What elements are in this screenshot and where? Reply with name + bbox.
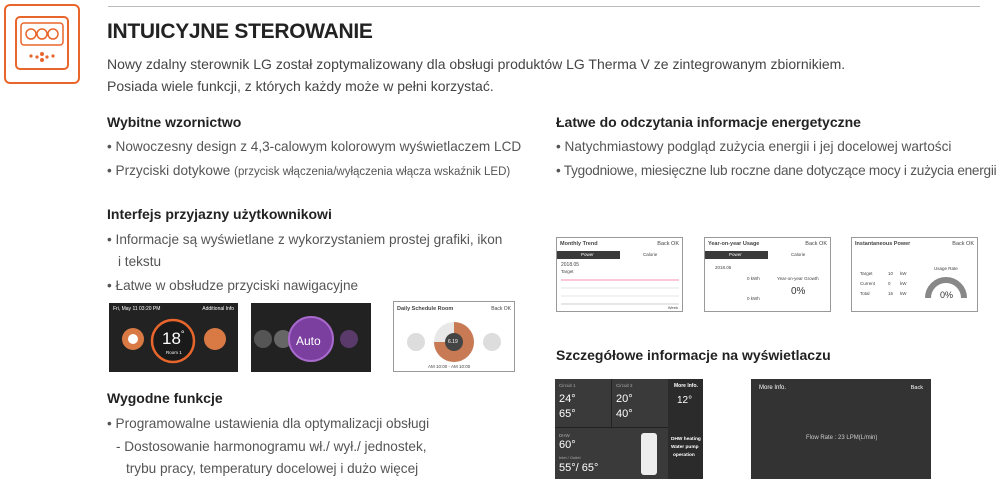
yoy-back: Back xyxy=(805,241,818,247)
monthly-tab-power-label: Power xyxy=(581,252,594,257)
inst-v2: 0 xyxy=(888,281,891,286)
schedule-screen-shot xyxy=(393,301,515,372)
yoy-growth: Year-on-year Growth xyxy=(777,276,819,281)
ui-heading: Interfejs przyjazny użytkownikowi xyxy=(107,206,332,222)
inst-current: Current xyxy=(860,281,876,286)
yoy-title: Year-on-year Usage xyxy=(708,241,760,247)
design-item-1: • Nowoczesny design z 4,3-calowym kolorowym wyświetlaczem LCD xyxy=(107,139,522,154)
ui-item-1-line-2: i tekstu xyxy=(118,254,162,269)
monthly-trend-screen xyxy=(556,237,683,312)
inst-kw-2: kW xyxy=(900,281,907,286)
top-divider xyxy=(108,6,980,7)
inst-v1: 10 xyxy=(888,271,894,276)
detail-screen-2 xyxy=(751,379,931,479)
yoy-tab-calorie-label: Calorie xyxy=(791,252,806,257)
yoy-date: 2018.05 xyxy=(715,265,732,270)
flow-rate: Flow Rate : 23 LPM(L/min) xyxy=(806,435,878,441)
inst-gauge xyxy=(852,238,978,312)
circuit-2-temp-b: 40° xyxy=(616,408,633,420)
yoy-tab-power-label: Power xyxy=(729,252,742,257)
inst-back: Back xyxy=(952,241,965,247)
controller-icon xyxy=(6,6,78,82)
more-info-title: More Info. xyxy=(759,385,787,391)
ui-item-1-line-1: • Informacje są wyświetlane z wykorzystaniem prostej grafiki, ikon xyxy=(107,232,503,247)
functions-heading: Wygodne funkcje xyxy=(107,390,223,406)
inlet-outlet-label: Inlet / Outlet xyxy=(559,455,581,460)
energy-heading: Łatwe do odczytania informacje energetyczne xyxy=(556,114,861,130)
design-heading: Wybitne wzornictwo xyxy=(107,114,242,130)
schedule-dial xyxy=(394,302,515,372)
design-item-2 xyxy=(107,163,510,178)
home-temp-unit: ° xyxy=(180,329,185,339)
home-additional-info: Additional Info xyxy=(202,306,234,312)
functions-item-2-line-2: trybu pracy, temperatury docelowej i dużo więcej xyxy=(126,461,419,476)
controller-icon-frame xyxy=(4,4,80,84)
tank-image xyxy=(641,433,657,475)
inst-target: Target xyxy=(860,271,873,276)
monthly-back: Back xyxy=(657,241,670,247)
intro-line-1: Nowy zdalny sterownik LG został zoptymalizowany dla obsługi produktów LG Therma V ze zintegrowanym zbiornikiem. xyxy=(107,56,846,72)
more-info-back[interactable]: Back xyxy=(910,385,923,391)
schedule-center: 6.19 xyxy=(448,339,458,345)
inlet-outlet-temp: 55°/ 65° xyxy=(559,462,599,474)
circuit-1-label: Circuit 1 xyxy=(559,383,576,388)
inst-kw-3: kW xyxy=(900,291,907,296)
yoy-kwh-2: 0 kWh xyxy=(747,296,760,301)
yoy-ok: OK xyxy=(819,241,827,247)
functions-item-1: • Programowalne ustawienia dla optymalizacji obsługi xyxy=(107,416,430,431)
ui-item-2: • Łatwe w obsłudze przyciski nawigacyjne xyxy=(107,278,359,293)
monthly-chart-lines xyxy=(557,238,683,312)
home-room: Room 1 xyxy=(166,350,182,355)
inst-ok: OK xyxy=(966,241,974,247)
yoy-usage-screen xyxy=(704,237,831,312)
detail-more-info: More Info. xyxy=(674,383,698,389)
circuit-1-temp-b: 65° xyxy=(559,408,576,420)
yoy-kwh-1: 0 kWh xyxy=(747,276,760,281)
design-item-2-note: (przycisk włączenia/wyłączenia włącza wskaźnik LED) xyxy=(234,166,511,178)
monthly-year: 2018.05 xyxy=(561,262,580,268)
monthly-tab-calorie-label: Calorie xyxy=(643,252,658,257)
page-title: INTUICYJNE STEROWANIE xyxy=(107,20,373,43)
yoy-back-ok xyxy=(805,241,827,247)
inst-rate: Usage Rate xyxy=(934,266,958,271)
dhw-temp: 60° xyxy=(559,439,576,451)
design-item-2-main: • Przyciski dotykowe xyxy=(107,163,235,178)
energy-item-2: • Tygodniowe, miesięczne lub roczne dane dotyczące mocy i zużycia energii xyxy=(556,163,996,178)
mode-label: Auto xyxy=(296,334,321,348)
inst-percent: 0% xyxy=(940,290,954,300)
circuit-2-temp-a: 20° xyxy=(616,393,633,405)
home-date: Fri, May 11 03:20 PM xyxy=(113,306,161,312)
instant-power-screen xyxy=(851,237,978,312)
home-temp xyxy=(162,329,185,349)
status-dhw-heating: DHW heating xyxy=(671,437,701,442)
inst-kw-1: kW xyxy=(900,271,907,276)
inst-title: Instantaneous Power xyxy=(855,241,911,247)
monthly-ok: OK xyxy=(671,241,679,247)
details-heading: Szczegółowe informacje na wyświetlaczu xyxy=(556,347,831,363)
outdoor-temp: 12° xyxy=(677,395,693,406)
circuit-2-label: Circuit 2 xyxy=(616,383,633,388)
home-temp-value: 18 xyxy=(162,329,181,348)
schedule-title: Daily Schedule Room xyxy=(397,306,454,312)
status-water-pump: Water pump xyxy=(671,445,699,450)
schedule-ok: OK xyxy=(503,306,511,312)
schedule-range: AM 10:00 - AM 10:00 xyxy=(428,364,471,369)
energy-item-1: • Natychmiastowy podgląd zużycia energii i jej docelowej wartości xyxy=(556,139,952,154)
functions-item-2-line-1: - Dostosowanie harmonogramu wł./ wył./ jednostek, xyxy=(116,439,427,454)
inst-total: Total xyxy=(860,291,870,296)
home-screen-shot xyxy=(109,303,238,372)
status-operation: operation xyxy=(673,453,695,458)
monthly-title: Monthly Trend xyxy=(560,241,598,247)
monthly-axis-label: Week xyxy=(667,305,678,310)
dhw-label: DHW xyxy=(559,433,570,438)
yoy-percent: 0% xyxy=(791,286,806,297)
schedule-back: Back xyxy=(491,306,503,312)
inst-v3: 16 xyxy=(888,291,894,296)
detail-screen-1 xyxy=(555,379,703,479)
intro-line-2: Posiada wiele funkcji, z których każdy może w pełni korzystać. xyxy=(107,78,494,94)
circuit-1-temp-a: 24° xyxy=(559,393,576,405)
monthly-target: Target xyxy=(561,269,574,274)
mode-screen-shot xyxy=(251,303,371,372)
